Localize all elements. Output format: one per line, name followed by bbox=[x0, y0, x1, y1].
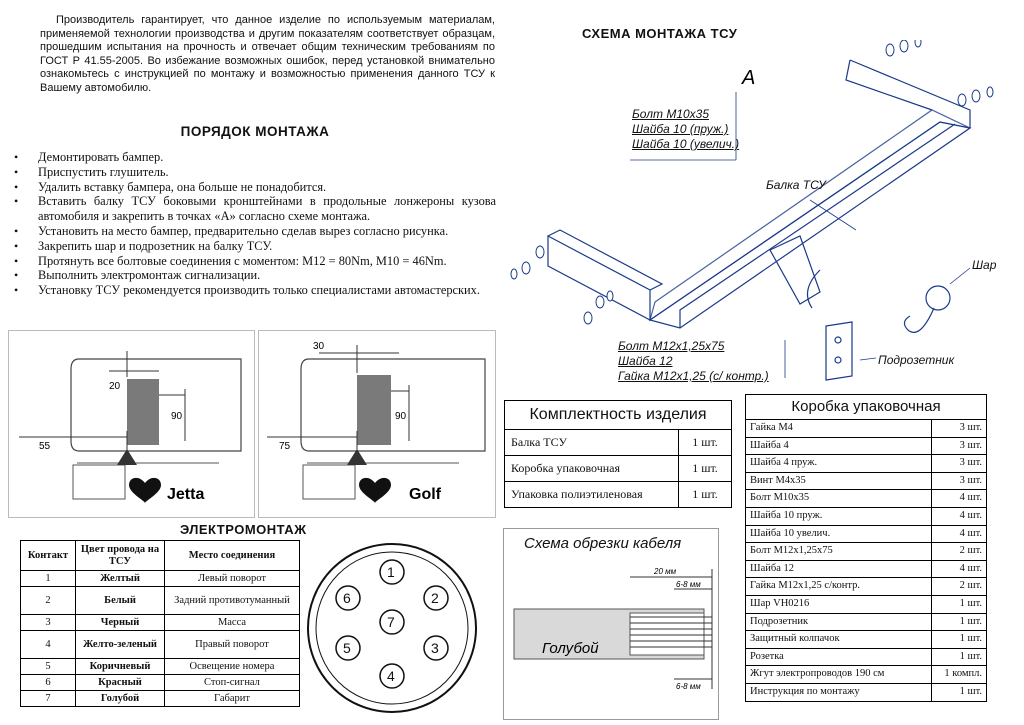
electro-title: ЭЛЕКТРОМОНТАЖ bbox=[180, 522, 307, 537]
install-step: • Удалить вставку бампера, она больше не понадобится. bbox=[8, 180, 496, 195]
golf-label: Golf bbox=[409, 486, 441, 503]
wire-label: Голубой bbox=[542, 640, 599, 657]
box-item-name: Розетка bbox=[746, 648, 932, 666]
washer-label: Шайба 12 bbox=[618, 354, 673, 368]
table-row bbox=[746, 437, 987, 455]
pin-7 bbox=[380, 610, 404, 634]
kit-table bbox=[504, 400, 732, 508]
contact-cell: 3 bbox=[21, 615, 76, 631]
install-step: • Демонтировать бампер. bbox=[8, 150, 496, 165]
cable-scheme-title: Схема обрезки кабеля bbox=[524, 535, 682, 552]
color-cell: Желтый bbox=[76, 571, 165, 587]
washer-enlarged-label: Шайба 10 (увелич.) bbox=[632, 137, 740, 151]
table-row bbox=[746, 683, 987, 701]
box-item-qty: 4 шт. bbox=[932, 560, 987, 578]
install-step: • Установку ТСУ рекомендуется производить только специалистами автомастерских. bbox=[8, 283, 496, 298]
install-step: • Выполнить электромонтаж сигнализации. bbox=[8, 268, 496, 283]
table-row bbox=[746, 578, 987, 596]
jetta-dim-b: 90 bbox=[171, 411, 183, 422]
table-row bbox=[746, 631, 987, 649]
contact-cell: 6 bbox=[21, 675, 76, 691]
box-item-name: Шайба 12 bbox=[746, 560, 932, 578]
box-item-name: Защитный колпачок bbox=[746, 631, 932, 649]
box-item-qty: 3 шт. bbox=[932, 455, 987, 473]
box-item-qty: 4 шт. bbox=[932, 507, 987, 525]
box-item-name: Винт М4х35 bbox=[746, 472, 932, 490]
table-row bbox=[21, 631, 300, 659]
box-table bbox=[745, 394, 987, 702]
contact-cell: 7 bbox=[21, 691, 76, 707]
bolt-label: Болт М12х1,25х75 bbox=[618, 339, 725, 353]
install-step: • Приспустить глушитель. bbox=[8, 165, 496, 180]
golf-dim-c: 75 bbox=[279, 441, 291, 452]
place-cell: Правый поворот bbox=[165, 631, 300, 659]
box-item-qty: 2 шт. bbox=[932, 578, 987, 596]
install-step: • Закрепить шар и подрозетник на балку ТСУ. bbox=[8, 239, 496, 254]
cable-cut-drawing bbox=[504, 529, 718, 719]
cable-dim-top: 6-8 мм bbox=[676, 580, 701, 589]
ball-label: Шар bbox=[972, 258, 997, 272]
table-row bbox=[21, 675, 300, 691]
table-row bbox=[505, 430, 732, 456]
golf-dim-a: 30 bbox=[313, 341, 325, 352]
install-title: ПОРЯДОК МОНТАЖА bbox=[180, 124, 330, 139]
contact-cell: 1 bbox=[21, 571, 76, 587]
box-item-name: Шайба 4 пруж. bbox=[746, 455, 932, 473]
washer-spring-label: Шайба 10 (пруж.) bbox=[632, 122, 729, 136]
jetta-dim-c: 55 bbox=[39, 441, 51, 452]
kit-item-name: Балка ТСУ bbox=[505, 430, 679, 456]
svg-text:3: 3 bbox=[431, 640, 439, 656]
color-cell: Черный bbox=[76, 615, 165, 631]
svg-text:1: 1 bbox=[387, 564, 395, 580]
svg-text:6: 6 bbox=[343, 590, 351, 606]
color-cell: Желто-зеленый bbox=[76, 631, 165, 659]
box-item-name: Гайка М12х1,25 с/контр. bbox=[746, 578, 932, 596]
contact-cell: 4 bbox=[21, 631, 76, 659]
intro-paragraph: Производитель гарантирует, что данное изделие по используемым материалам, применяемой технологии производства и другим показателям соответствует образцам, прошедшим испытания на прочность и отвечает общим техническим требованиям по ГОСТ Р 41.55-2005. Во избежание возможных ошибок, перед установкой внимательно ознакомьтесь с инструкцией по монтажу и возможностью применения данного ТСУ к Вашему автомобилю. bbox=[40, 14, 495, 94]
place-cell: Стоп-сигнал bbox=[165, 675, 300, 691]
color-cell: Красный bbox=[76, 675, 165, 691]
cutout-area bbox=[127, 379, 159, 445]
table-row bbox=[746, 666, 987, 684]
jetta-label: Jetta bbox=[167, 486, 205, 503]
col-connection: Место соединения bbox=[165, 541, 300, 571]
box-item-name: Болт М10х35 bbox=[746, 490, 932, 508]
kit-item-name: Упаковка полиэтиленовая bbox=[505, 482, 679, 508]
heart-icon bbox=[129, 478, 161, 503]
box-item-name: Подрозетник bbox=[746, 613, 932, 631]
table-row bbox=[21, 691, 300, 707]
heart-icon bbox=[359, 478, 391, 503]
pin-1 bbox=[380, 560, 404, 584]
socket-pinout-diagram bbox=[300, 536, 484, 720]
box-item-qty: 1 шт. bbox=[932, 595, 987, 613]
col-wire-color: Цвет провода на ТСУ bbox=[76, 541, 165, 571]
place-cell: Задний противотуманный bbox=[165, 587, 300, 615]
svg-text:4: 4 bbox=[387, 668, 395, 684]
cable-dim-total: 20 мм bbox=[654, 567, 677, 576]
kit-item-qty: 1 шт. bbox=[679, 456, 732, 482]
svg-text:5: 5 bbox=[343, 640, 351, 656]
tow-ball bbox=[904, 286, 950, 332]
pin-6 bbox=[336, 586, 360, 610]
color-cell: Белый bbox=[76, 587, 165, 615]
mounting-scheme-drawing bbox=[500, 40, 1020, 390]
col-contact: Контакт bbox=[21, 541, 76, 571]
install-step: • Установить на место бампер, предварительно сделав вырез согласно рисунка. bbox=[8, 224, 496, 239]
bolt-label: Болт М10х35 bbox=[632, 107, 710, 121]
table-row bbox=[505, 482, 732, 508]
table-row bbox=[746, 420, 987, 438]
box-item-qty: 1 шт. bbox=[932, 648, 987, 666]
pin-2 bbox=[424, 586, 448, 610]
place-cell: Освещение номера bbox=[165, 659, 300, 675]
box-item-qty: 1 шт. bbox=[932, 683, 987, 701]
pin-4 bbox=[380, 664, 404, 688]
table-row bbox=[746, 455, 987, 473]
contact-cell: 5 bbox=[21, 659, 76, 675]
table-row bbox=[746, 490, 987, 508]
cable-dim-bottom: 6-8 мм bbox=[676, 682, 701, 691]
table-row bbox=[21, 615, 300, 631]
svg-text:7: 7 bbox=[387, 614, 395, 630]
cutout-diagram-jetta bbox=[8, 330, 255, 518]
box-item-qty: 3 шт. bbox=[932, 472, 987, 490]
place-cell: Левый поворот bbox=[165, 571, 300, 587]
box-item-name: Инструкция по монтажу bbox=[746, 683, 932, 701]
box-item-qty: 2 шт. bbox=[932, 543, 987, 561]
scheme-title: СХЕМА МОНТАЖА ТСУ bbox=[582, 26, 738, 41]
install-steps bbox=[8, 150, 496, 298]
box-item-name: Гайка М4 bbox=[746, 420, 932, 438]
golf-dim-b: 90 bbox=[395, 411, 407, 422]
box-item-name: Шайба 10 увелич. bbox=[746, 525, 932, 543]
electro-table bbox=[20, 540, 300, 707]
box-title: Коробка упаковочная bbox=[746, 395, 987, 420]
box-item-name: Болт М12х1,25х75 bbox=[746, 543, 932, 561]
bolt-set-top bbox=[886, 40, 993, 106]
box-item-qty: 1 шт. bbox=[932, 613, 987, 631]
table-row bbox=[746, 613, 987, 631]
socket-label: Подрозетник bbox=[878, 353, 955, 367]
place-cell: Масса bbox=[165, 615, 300, 631]
pin-3 bbox=[424, 636, 448, 660]
box-item-qty: 1 шт. bbox=[932, 631, 987, 649]
color-cell: Коричневый bbox=[76, 659, 165, 675]
table-row bbox=[746, 507, 987, 525]
box-item-qty: 4 шт. bbox=[932, 490, 987, 508]
table-row bbox=[21, 659, 300, 675]
jetta-dim-a: 20 bbox=[109, 381, 121, 392]
cutout-diagram-golf bbox=[258, 330, 496, 518]
table-row bbox=[21, 571, 300, 587]
nut-label: Гайка М12х1,25 (с/ контр.) bbox=[618, 369, 769, 383]
jetta-cutout-drawing bbox=[9, 331, 254, 517]
bolt-group-1 bbox=[632, 107, 739, 152]
install-step: • Вставить балку ТСУ боковыми кронштейнами в продольные лонжероны кузова автомобиля и закрепить в точках «А» согласно схеме монтажа. bbox=[8, 194, 496, 224]
box-item-qty: 1 компл. bbox=[932, 666, 987, 684]
box-item-qty: 4 шт. bbox=[932, 525, 987, 543]
kit-item-name: Коробка упаковочная bbox=[505, 456, 679, 482]
box-item-name: Шайба 4 bbox=[746, 437, 932, 455]
table-row bbox=[746, 560, 987, 578]
box-item-qty: 3 шт. bbox=[932, 437, 987, 455]
place-cell: Габарит bbox=[165, 691, 300, 707]
cable-scheme-panel bbox=[503, 528, 719, 720]
cutout-area bbox=[357, 375, 391, 445]
kit-title: Комплектность изделия bbox=[505, 401, 732, 430]
bolt-group-2 bbox=[618, 339, 769, 384]
table-row bbox=[746, 525, 987, 543]
install-step: • Протянуть все болтовые соединения с моментом: М12 = 80Nm, М10 = 46Nm. bbox=[8, 254, 496, 269]
table-row bbox=[746, 543, 987, 561]
tow-beam bbox=[548, 60, 970, 328]
color-cell: Голубой bbox=[76, 691, 165, 707]
pin-5 bbox=[336, 636, 360, 660]
socket-plate bbox=[826, 322, 852, 380]
box-item-qty: 3 шт. bbox=[932, 420, 987, 438]
box-item-name: Жгут электропроводов 190 см bbox=[746, 666, 932, 684]
box-item-name: Шар VH0216 bbox=[746, 595, 932, 613]
svg-text:2: 2 bbox=[431, 590, 439, 606]
kit-item-qty: 1 шт. bbox=[679, 482, 732, 508]
beam-label: Балка ТСУ bbox=[766, 178, 826, 192]
table-row bbox=[746, 648, 987, 666]
contact-cell: 2 bbox=[21, 587, 76, 615]
box-item-name: Шайба 10 пруж. bbox=[746, 507, 932, 525]
golf-cutout-drawing bbox=[259, 331, 495, 517]
table-row bbox=[505, 456, 732, 482]
table-row bbox=[21, 587, 300, 615]
point-a-label: А bbox=[742, 67, 756, 89]
table-row bbox=[746, 595, 987, 613]
table-row bbox=[746, 472, 987, 490]
kit-item-qty: 1 шт. bbox=[679, 430, 732, 456]
bolt-set-left bbox=[511, 246, 613, 324]
